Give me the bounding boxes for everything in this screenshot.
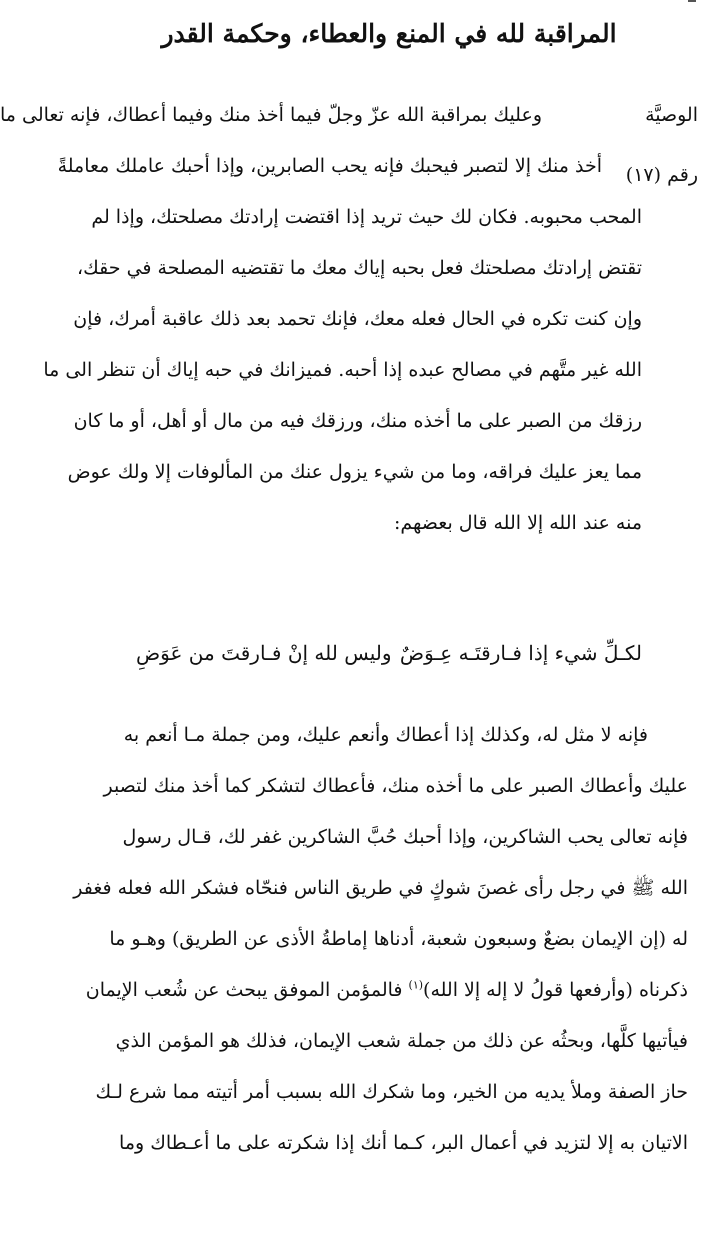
page-title: المراقبة لله في المنع والعطاء، وحكمة القدر <box>161 19 617 48</box>
text-line: أخذ منك إلا لتصبر فيحبك فإنه يحب الصابرين، وإذا أحبك عاملك معاملةً <box>57 155 602 177</box>
text-line: عليك وأعطاك الصبر على ما أخذه منك، فأعطاك لتشكر كما أخذ منك لتصبر <box>103 775 688 797</box>
poetry-verse <box>116 628 662 678</box>
text-line: رزقك من الصبر على ما أخذه منك، ورزقك فيه من مال أو أهل، أو ما كان <box>73 410 642 432</box>
text-line: وإن كنت تكره في الحال فعله معك، فإنك تحمد بعد ذلك عاقبة أمرك، فإن <box>73 308 642 330</box>
text-line: الاتيان به إلا لتزيد في أعمال البر، كـما أنك إذا شكرته على ما أعـطاك وما <box>119 1132 688 1154</box>
text-line: فيأتيها كلَّها، وبحثُه عن ذلك من جملة شعب الإيمان، فذلك هو المؤمن الذي <box>115 1030 688 1052</box>
text-line: منه عند الله إلا الله قال بعضهم: <box>394 512 642 534</box>
text-line: فإنه تعالى يحب الشاكرين، وإذا أحبك حُبَّ الشاكرين غفر لك، قـال رسول <box>122 826 688 848</box>
text-line: المحب محبوبه. فكان لك حيث تريد إذا اقتضت إرادتك مصلحتك، وإذا لم <box>91 206 642 228</box>
text-line: الله غير متَّهم في مصالح عبده إذا أحبه. فميزانك في حبه إياك أن تنظر الى ما <box>43 359 642 381</box>
text-line: فإنه لا مثل له، وكذلك إذا أعطاك وأنعم عليك، ومن جملة مـا أنعم به <box>123 724 648 746</box>
paragraph-1-continued <box>43 192 642 549</box>
verse-second-hemistich: وليس لله إنْ فـارقتَ من عَوَضِ <box>136 641 392 665</box>
margin-label-wasiyya: الوصيَّة <box>645 104 698 126</box>
text-line-with-footnote <box>84 965 688 1016</box>
page-edge-mark <box>688 0 696 6</box>
footnote-marker[interactable]: (١) <box>408 978 424 992</box>
verse-first-hemistich: لكـلِّ شيء إذا فـارقتَـه عِـوَضٌ <box>399 641 642 665</box>
text-line: وعليك بمراقبة الله عزّ وجلّ فيما أخذ منك وفيما أعطاك، فإنه تعالى ما <box>0 104 542 126</box>
text-segment: فالمؤمن الموفق يبحث عن شُعب الإيمان <box>85 979 409 1001</box>
text-line: حاز الصفة وملأ يديه من الخير، وما شكرك الله بسبب أمر أتيته مما شرع لـك <box>95 1081 688 1103</box>
text-line: له (إن الإيمان بضعٌ وسبعون شعبة، أدناها إماطةُ الأذى عن الطريق) وهـو ما <box>109 928 688 950</box>
paragraph-2 <box>73 710 688 1169</box>
margin-label-number: رقم (١٧) <box>625 164 698 186</box>
text-line: تقتض إرادتك مصلحتك فعل بحبه إياك معك ما تقتضيه المصلحة في حقك، <box>77 257 642 279</box>
text-segment: ذكرناه (وأرفعها قولُ لا إله إلا الله) <box>423 979 688 1001</box>
text-line: الله ﷺ في رجل رأى غصنَ شوكٍ في طريق الناس فنحّاه فشكر الله فعله فغفر <box>73 877 688 899</box>
text-line: مما يعز عليك فراقه، وما من شيء يزول عنك من المألوفات إلا ولك عوض <box>67 461 642 483</box>
paragraph-1 <box>0 90 602 192</box>
